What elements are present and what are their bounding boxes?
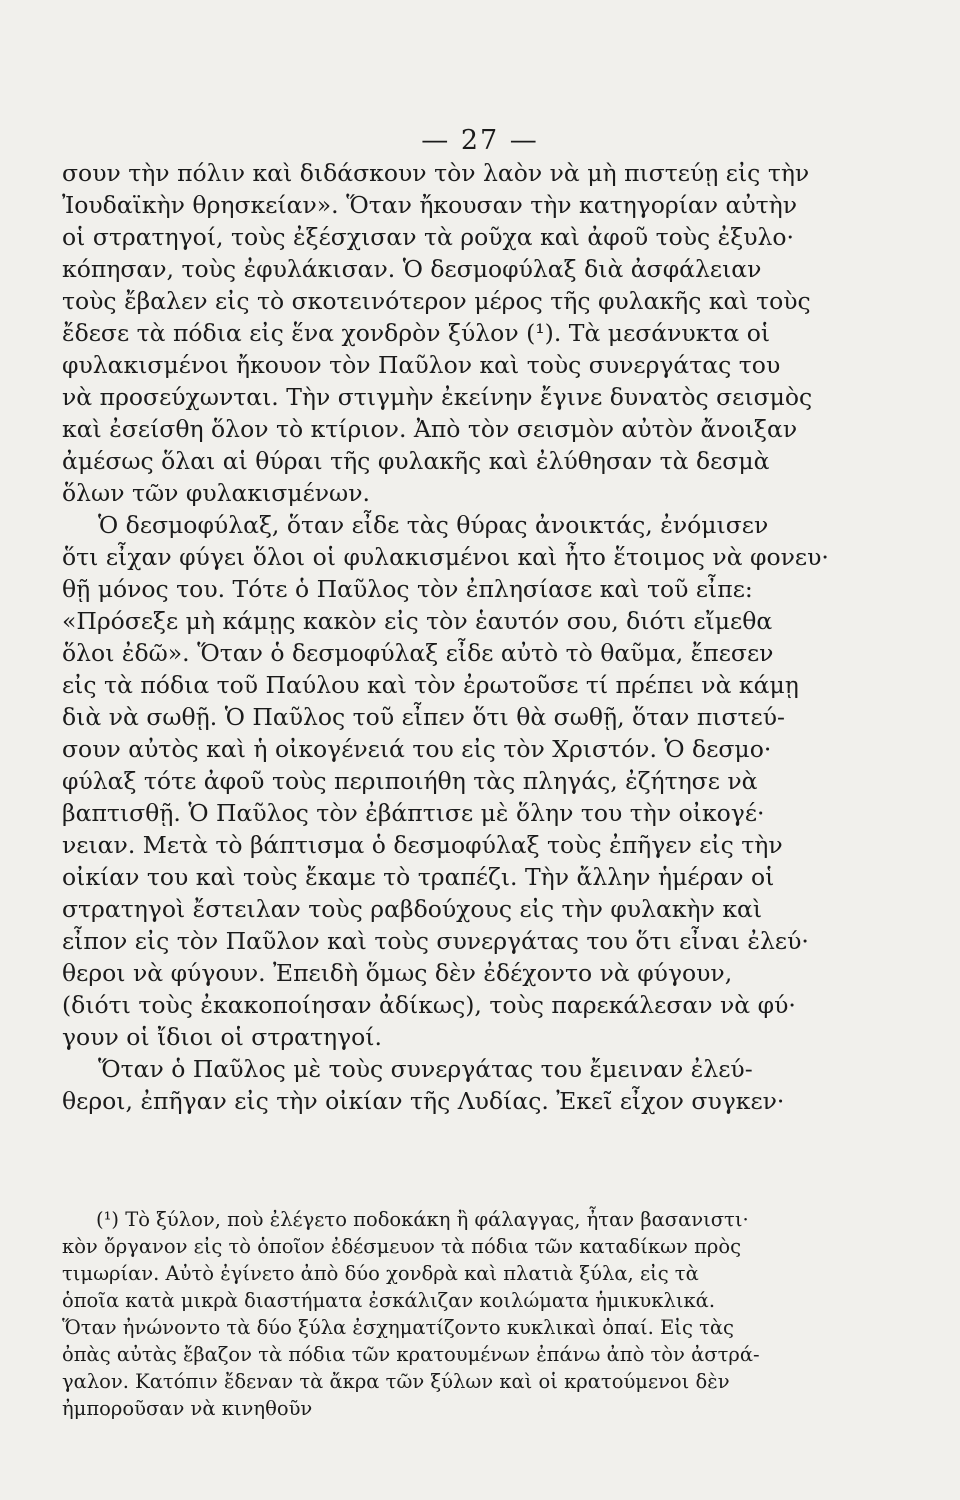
body-line: οἰκίαν του καὶ τοὺς ἔκαμε τὸ τραπέζι. Τὴν ἄλλην ἡμέραν οἱ — [62, 863, 775, 891]
body-line: φύλαξ τότε ἀφοῦ τοὺς περιποιήθη τὰς πληγάς, ἐζήτησε νὰ — [62, 767, 758, 795]
body-line: (διότι τοὺς ἐκακοποίησαν ἀδίκως), τοὺς παρεκάλεσαν νὰ φύ· — [62, 991, 796, 1019]
body-line: θῇ μόνος του. Τότε ὁ Παῦλος τὸν ἐπλησίασε καὶ τοῦ εἶπε: — [62, 575, 753, 603]
body-line: βαπτισθῇ. Ὁ Παῦλος τὸν ἐβάπτισε μὲ ὅλην του τὴν οἰκογέ· — [62, 799, 765, 827]
body-line: εἰς τὰ πόδια τοῦ Παύλου καὶ τὸν ἐρωτοῦσε τί πρέπει νὰ κάμῃ — [62, 671, 799, 699]
footnote-line: ὀπὰς αὐτὰς ἔβαζον τὰ πόδια τῶν κρατουμένων ἐπάνω ἀπὸ τὸν ἀστρά- — [62, 1343, 760, 1366]
footnote-line: Ὅταν ἠνώνοντο τὰ δύο ξύλα ἐσχηματίζοντο κυκλικαὶ ὀπαί. Εἰς τὰς — [62, 1316, 734, 1339]
body-line: γουν οἱ ἴδιοι οἱ στρατηγοί. — [62, 1023, 382, 1051]
body-line: ἔδεσε τὰ πόδια εἰς ἕνα χονδρὸν ξύλον (¹). Τὰ μεσάνυκτα οἱ — [62, 319, 771, 347]
body-line: ὅλων τῶν φυλακισμένων. — [62, 479, 370, 507]
body-line: ἀμέσως ὅλαι αἱ θύραι τῆς φυλακῆς καὶ ἐλύθησαν τὰ δεσμὰ — [62, 447, 770, 475]
body-line: Ὁ δεσμοφύλαξ, ὅταν εἶδε τὰς θύρας ἀνοικτάς, ἐνόμισεν — [98, 511, 769, 539]
footnote-line: (¹) Τὸ ξύλον, ποὺ ἐλέγετο ποδοκάκη ἢ φάλαγγας, ἦταν βασανιστι· — [96, 1208, 749, 1231]
footnote-line: ἠμποροῦσαν νὰ κινηθοῦν — [62, 1397, 313, 1420]
body-line: θεροι νὰ φύγουν. Ἐπειδὴ ὅμως δὲν ἐδέχοντο νὰ φύγουν, — [62, 959, 733, 987]
footnote-line: κὸν ὄργανον εἰς τὸ ὁποῖον ἐδέσμευον τὰ πόδια τῶν καταδίκων πρὸς — [62, 1235, 742, 1258]
body-line: φυλακισμένοι ἤκουον τὸν Παῦλον καὶ τοὺς συνεργάτας του — [62, 351, 781, 379]
body-line: στρατηγοὶ ἔστειλαν τοὺς ραβδούχους εἰς τὴν φυλακὴν καὶ — [62, 895, 763, 923]
body-line: εἶπον εἰς τὸν Παῦλον καὶ τοὺς συνεργάτας του ὅτι εἶναι ἐλεύ· — [62, 927, 809, 955]
body-line: θεροι, ἐπῆγαν εἰς τὴν οἰκίαν τῆς Λυδίας. Ἐκεῖ εἶχον συγκεν· — [62, 1087, 785, 1115]
body-line: νὰ προσεύχωνται. Τὴν στιγμὴν ἐκείνην ἔγινε δυνατὸς σεισμὸς — [62, 383, 813, 411]
footnote-line: ὁποῖα κατὰ μικρὰ διαστήματα ἐσκάλιζαν κοιλώματα ἡμικυκλικά. — [62, 1289, 716, 1312]
body-line: σουν αὐτὸς καὶ ἡ οἰκογένειά του εἰς τὸν Χριστόν. Ὁ δεσμο· — [62, 735, 772, 763]
body-line: κόπησαν, τοὺς ἐφυλάκισαν. Ὁ δεσμοφύλαξ διὰ ἀσφάλειαν — [62, 255, 762, 283]
body-line: Ἰουδαϊκὴν θρησκείαν». Ὅταν ἤκουσαν τὴν κατηγορίαν αὐτὴν — [62, 191, 798, 219]
body-line: σουν τὴν πόλιν καὶ διδάσκουν τὸν λαὸν νὰ μὴ πιστεύῃ εἰς τὴν — [62, 159, 810, 187]
body-line: ὅτι εἶχαν φύγει ὅλοι οἱ φυλακισμένοι καὶ ἦτο ἕτοιμος νὰ φονευ· — [62, 543, 829, 571]
body-line: Ὅταν ὁ Παῦλος μὲ τοὺς συνεργάτας του ἔμειναν ἐλεύ- — [98, 1055, 753, 1083]
body-line: καὶ ἐσείσθη ὅλον τὸ κτίριον. Ἀπὸ τὸν σεισμὸν αὐτὸν ἄνοιξαν — [62, 415, 798, 443]
body-line: ὅλοι ἐδῶ». Ὅταν ὁ δεσμοφύλαξ εἶδε αὐτὸ τὸ θαῦμα, ἔπεσεν — [62, 639, 774, 667]
footnote-line: γαλον. Κατόπιν ἔδεναν τὰ ἄκρα τῶν ξύλων καὶ οἱ κρατούμενοι δὲν — [62, 1370, 730, 1393]
page-number: — 27 — — [421, 125, 539, 156]
body-line: οἱ στρατηγοί, τοὺς ἐξέσχισαν τὰ ροῦχα καὶ ἀφοῦ τοὺς ἐξυλο· — [62, 223, 794, 251]
body-line: τοὺς ἔβαλεν εἰς τὸ σκοτεινότερον μέρος τῆς φυλακῆς καὶ τοὺς — [62, 287, 811, 315]
footnote-line: τιμωρίαν. Αὐτὸ ἐγίνετο ἀπὸ δύο χονδρὰ καὶ πλατιὰ ξύλα, εἰς τὰ — [62, 1262, 699, 1285]
body-line: νειαν. Μετὰ τὸ βάπτισμα ὁ δεσμοφύλαξ τοὺς ἐπῆγεν εἰς τὴν — [62, 831, 783, 859]
body-line: διὰ νὰ σωθῇ. Ὁ Παῦλος τοῦ εἶπεν ὅτι θὰ σωθῇ, ὅταν πιστεύ- — [62, 703, 785, 731]
body-line: «Πρόσεξε μὴ κάμῃς κακὸν εἰς τὸν ἑαυτόν σου, διότι εἴμεθα — [62, 607, 773, 635]
